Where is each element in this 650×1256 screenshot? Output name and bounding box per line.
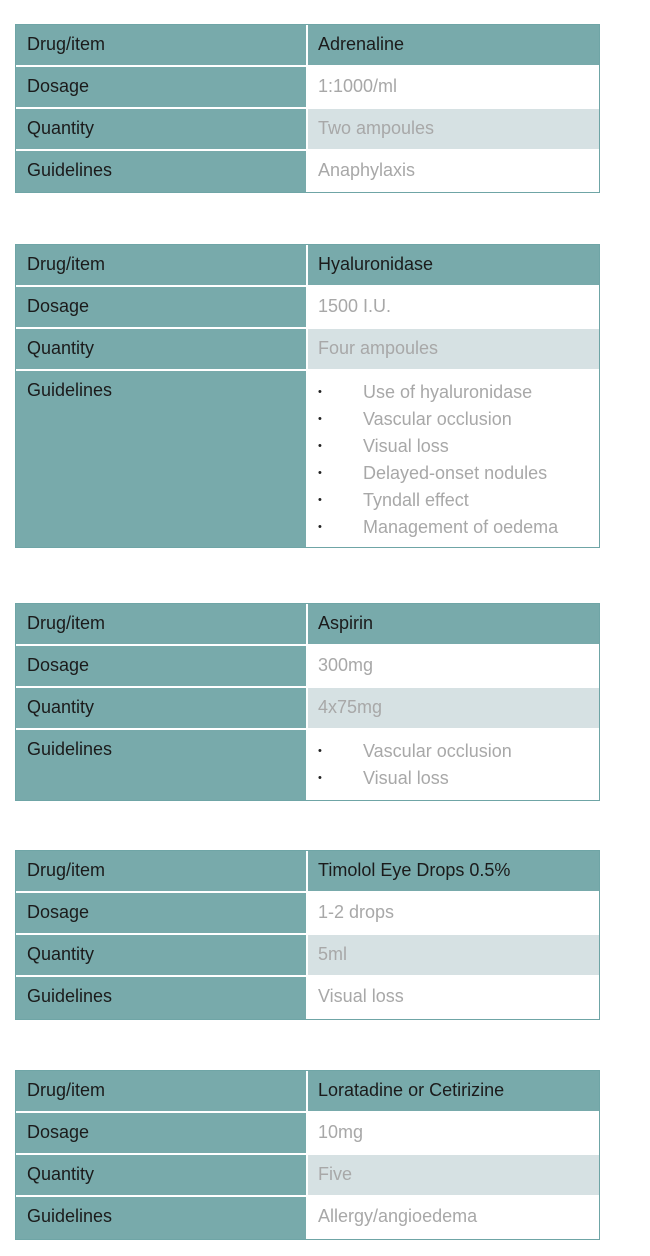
list-item: • Visual loss: [318, 765, 589, 792]
drug-row: [16, 25, 599, 67]
dosage-value: 1-2 drops: [308, 893, 599, 933]
drug-row: [16, 851, 599, 893]
quantity-value: 4x75mg: [308, 688, 599, 728]
guidelines-row: [16, 977, 599, 1019]
guidelines-label: Guidelines: [16, 730, 308, 800]
drug-value: Timolol Eye Drops 0.5%: [308, 851, 599, 891]
list-item: • Vascular occlusion: [318, 738, 589, 765]
quantity-value: Four ampoules: [308, 329, 599, 369]
list-item: • Use of hyaluronidase: [318, 379, 589, 406]
dosage-label: Dosage: [16, 1113, 308, 1153]
drug-table-adrenaline: [15, 24, 600, 193]
dosage-label: Dosage: [16, 287, 308, 327]
drug-label: Drug/item: [16, 851, 308, 891]
guidelines-label: Guidelines: [16, 371, 308, 547]
guidelines-value: [308, 730, 599, 800]
drug-table-timolol: [15, 850, 600, 1020]
quantity-label: Quantity: [16, 329, 308, 369]
drug-table-loratadine: [15, 1070, 600, 1240]
guidelines-label: Guidelines: [16, 1197, 308, 1239]
dosage-label: Dosage: [16, 893, 308, 933]
quantity-label: Quantity: [16, 109, 308, 149]
dosage-value: 10mg: [308, 1113, 599, 1153]
quantity-value: Two ampoules: [308, 109, 599, 149]
guidelines-list: [318, 379, 589, 541]
quantity-row: [16, 688, 599, 730]
quantity-label: Quantity: [16, 1155, 308, 1195]
quantity-label: Quantity: [16, 688, 308, 728]
drug-row: [16, 245, 599, 287]
list-item: • Tyndall effect: [318, 487, 589, 514]
dosage-row: [16, 1113, 599, 1155]
list-item: • Management of oedema: [318, 514, 589, 541]
drug-row: [16, 1071, 599, 1113]
guidelines-label: Guidelines: [16, 977, 308, 1019]
drug-table-aspirin: [15, 603, 600, 801]
dosage-row: [16, 67, 599, 109]
quantity-label: Quantity: [16, 935, 308, 975]
quantity-row: [16, 1155, 599, 1197]
quantity-value: 5ml: [308, 935, 599, 975]
dosage-label: Dosage: [16, 67, 308, 107]
guidelines-value: Anaphylaxis: [308, 151, 599, 192]
guidelines-row: [16, 371, 599, 547]
guidelines-row: [16, 730, 599, 800]
quantity-row: [16, 329, 599, 371]
drug-label: Drug/item: [16, 25, 308, 65]
dosage-row: [16, 287, 599, 329]
guidelines-label: Guidelines: [16, 151, 308, 192]
quantity-row: [16, 109, 599, 151]
list-item: • Visual loss: [318, 433, 589, 460]
guidelines-value: Allergy/angioedema: [308, 1197, 599, 1239]
drug-value: Hyaluronidase: [308, 245, 599, 285]
dosage-value: 1500 I.U.: [308, 287, 599, 327]
guidelines-row: [16, 151, 599, 192]
guidelines-value: [308, 371, 599, 547]
drug-value: Aspirin: [308, 604, 599, 644]
drug-row: [16, 604, 599, 646]
drug-table-hyaluronidase: [15, 244, 600, 548]
guidelines-row: [16, 1197, 599, 1239]
dosage-value: 1:1000/ml: [308, 67, 599, 107]
drug-label: Drug/item: [16, 245, 308, 285]
quantity-row: [16, 935, 599, 977]
guidelines-list: [318, 738, 589, 792]
drug-value: Loratadine or Cetirizine: [308, 1071, 599, 1111]
drug-label: Drug/item: [16, 1071, 308, 1111]
quantity-value: Five: [308, 1155, 599, 1195]
dosage-value: 300mg: [308, 646, 599, 686]
list-item: • Delayed-onset nodules: [318, 460, 589, 487]
guidelines-value: Visual loss: [308, 977, 599, 1019]
list-item: • Vascular occlusion: [318, 406, 589, 433]
drug-value: Adrenaline: [308, 25, 599, 65]
dosage-label: Dosage: [16, 646, 308, 686]
dosage-row: [16, 646, 599, 688]
dosage-row: [16, 893, 599, 935]
drug-label: Drug/item: [16, 604, 308, 644]
